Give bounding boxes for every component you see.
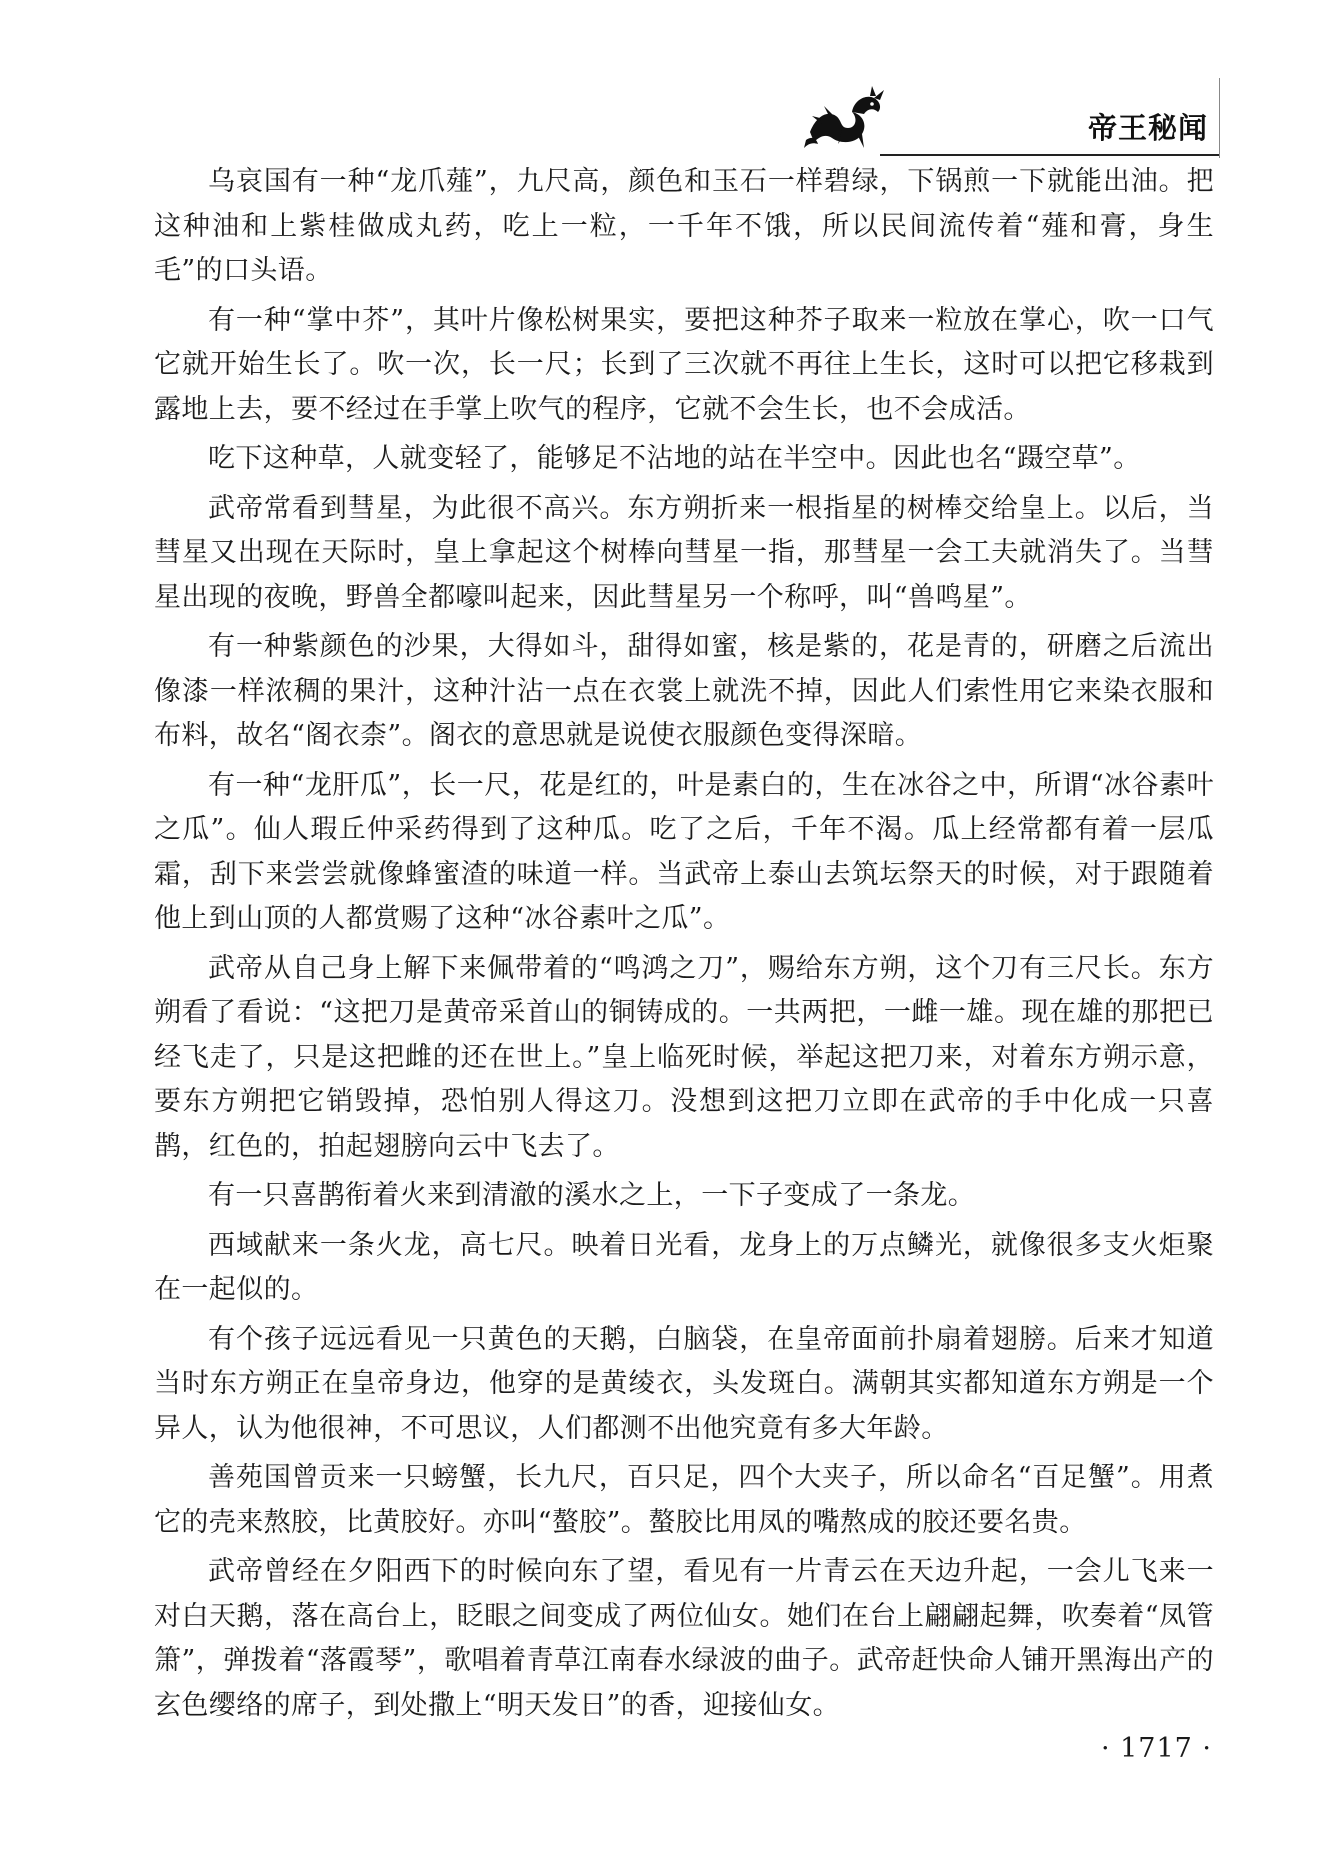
header-edge-line (1219, 78, 1220, 158)
paragraph: 武帝常看到彗星，为此很不高兴。东方朔折来一根指星的树棒交给皇上。以后，当彗星又出现在天际时，皇上拿起这个树棒向彗星一指，那彗星一会工夫就消失了。当彗星出现的夜晚，野兽全都嚎叫起来，因此彗星另一个称呼，叫“兽鸣星”。 (154, 492, 1214, 613)
header-rule (880, 154, 1220, 156)
paragraph: 乌哀国有一种“龙爪薤”，九尺高，颜色和玉石一样碧绿，下锅煎一下就能出油。把这种油和上紫桂做成丸药，吃上一粒，一千年不饿，所以民间流传着“薤和膏，身生毛”的口头语。 (154, 166, 1214, 286)
dragon-icon (802, 86, 888, 150)
paragraph: 吃下这种草，人就变轻了，能够足不沾地的站在半空中。因此也名“蹑空草”。 (208, 443, 1141, 474)
paragraph: 有一只喜鹊衔着火来到清澈的溪水之上，一下子变成了一条龙。 (208, 1180, 976, 1211)
running-header (800, 78, 1220, 158)
paragraph: 西域献来一条火龙，高七尺。映着日光看，龙身上的万点鳞光，就像很多支火炬聚在一起似的。 (154, 1229, 1214, 1305)
page-number: · 1717 · (1100, 1733, 1212, 1764)
paragraph: 武帝曾经在夕阳西下的时候向东了望，看见有一片青云在天边升起，一会儿飞来一对白天鹅，落在高台上，眨眼之间变成了两位仙女。她们在台上翩翩起舞，吹奏着“凤管箫”，弹拨着“落霞琴”，歌唱着青草江南春水绿波的曲子。武帝赶快命人铺开黑海出产的玄色缨络的席子，到处撒上“明天发日”的香，迎接仙女。 (154, 1556, 1214, 1721)
body-text (154, 160, 1214, 1733)
paragraph: 有一种“掌中芥”，其叶片像松树果实，要把这种芥子取来一粒放在掌心，吹一口气它就开始生长了。吹一次，长一尺；长到了三次就不再往上生长，这时可以把它移栽到露地上去，要不经过在手掌上吹气的程序，它就不会生长，也不会成活。 (154, 304, 1214, 425)
paragraph: 武帝从自己身上解下来佩带着的“鸣鸿之刀”，赐给东方朔，这个刀有三尺长。东方朔看了看说：“这把刀是黄帝采首山的铜铸成的。一共两把，一雌一雄。现在雄的那把已经飞走了，只是这把雌的还在世上。”皇上临死时候，举起这把刀来，对着东方朔示意，要东方朔把它销毁掉，恐怕别人得这刀。没想到这把刀立即在武帝的手中化成一只喜鹊，红色的，拍起翅膀向云中飞去了。 (154, 952, 1214, 1162)
paragraph: 有个孩子远远看见一只黄色的天鹅，白脑袋，在皇帝面前扑扇着翅膀。后来才知道当时东方朔正在皇帝身边，他穿的是黄绫衣，头发斑白。满朝其实都知道东方朔是一个异人，认为他很神，不可思议，人们都测不出他究竟有多大年龄。 (154, 1323, 1214, 1444)
running-header-title: 帝王秘闻 (1087, 111, 1208, 145)
paragraph: 善苑国曾贡来一只螃蟹，长九尺，百只足，四个大夹子，所以命名“百足蟹”。用煮它的壳来熬胶，比黄胶好。亦叫“螯胶”。螯胶比用凤的嘴熬成的胶还要名贵。 (154, 1462, 1214, 1538)
paragraph: 有一种紫颜色的沙果，大得如斗，甜得如蜜，核是紫的，花是青的，研磨之后流出像漆一样浓稠的果汁，这种汁沾一点在衣裳上就洗不掉，因此人们索性用它来染衣服和布料，故名“阁衣柰”。阁衣的意思就是说使衣服颜色变得深暗。 (154, 631, 1214, 751)
paragraph: 有一种“龙肝瓜”，长一尺，花是红的，叶是素白的，生在冰谷之中，所谓“冰谷素叶之瓜”。仙人瑕丘仲采药得到了这种瓜。吃了之后，千年不渴。瓜上经常都有着一层瓜霜，刮下来尝尝就像蜂蜜渣的味道一样。当武帝上泰山去筑坛祭天的时候，对于跟随着他上到山顶的人都赏赐了这种“冰谷素叶之瓜”。 (154, 769, 1214, 934)
